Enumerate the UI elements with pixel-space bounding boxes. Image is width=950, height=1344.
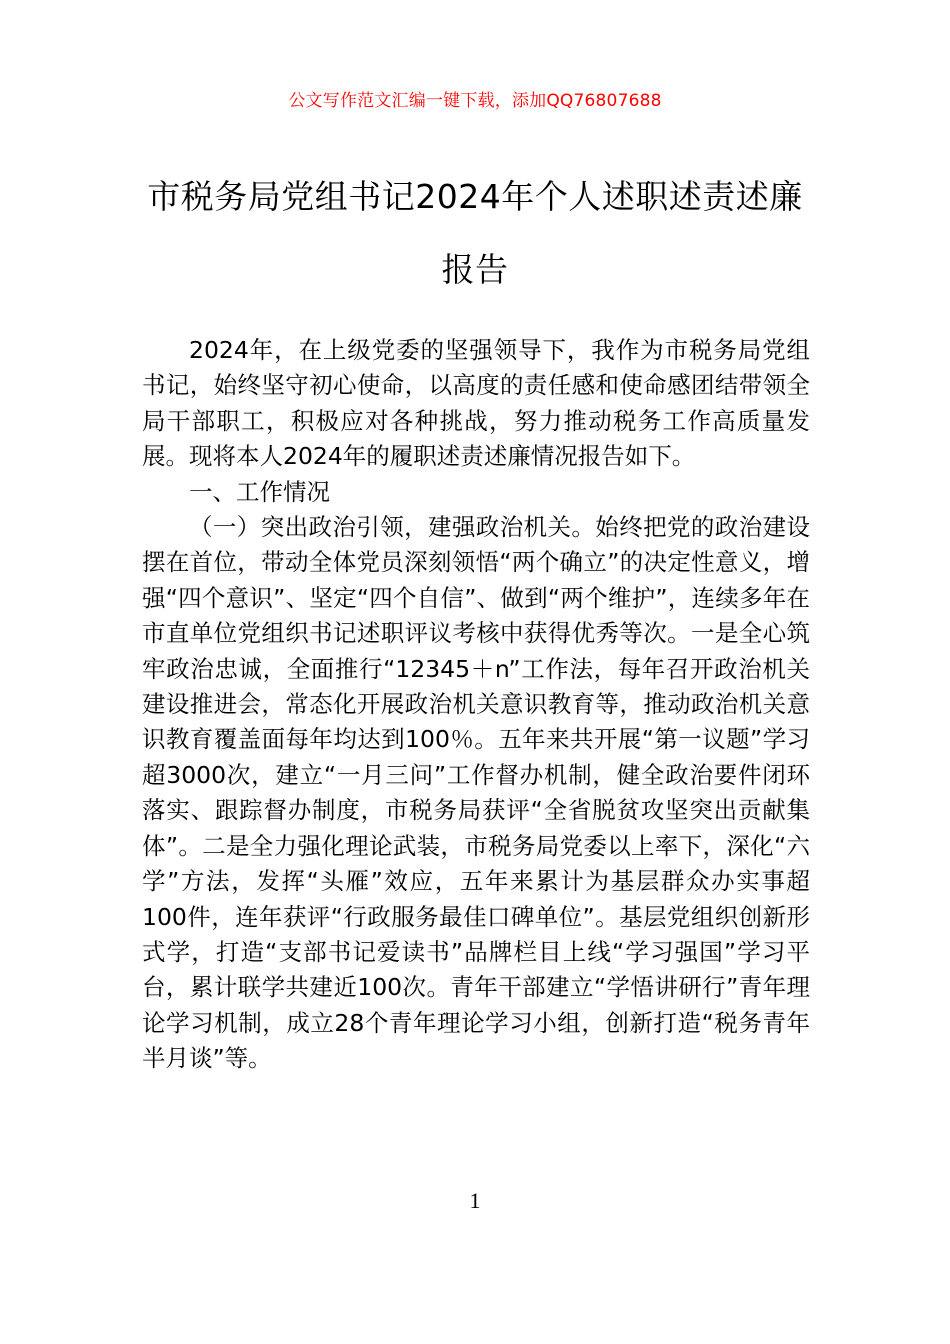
document-title: 市税务局党组书记2024年个人述职述责述廉报告: [147, 177, 803, 289]
section-paragraph: （一）突出政治引领，建强政治机关。始终把党的政治建设摆在首位，带动全体党员深刻领悟“两个确立”的决定性意义，增强“四个意识”、坚定“四个自信”、做到“两个维护”，连续多年在市直单位党组织书记述职评议考核中获得优秀等次。一是全心筑牢政治忠诚，全面推行“12345＋n”工作法，每年召开政治机关建设推进会，常态化开展政治机关意识教育等，推动政治机关意识教育覆盖面每年均达到100％。五年来共开展“第一议题”学习超3000次，建立“一月三问”工作督办机制，健全政治要件闭环落实、跟踪督办制度，市税务局获评“全省脱贫攻坚突出贡献集体”。二是全力强化理论武装，市税务局党委以上率下，深化“六学”方法，发挥“头雁”效应，五年来累计为基层群众办实事超100件，连年获评“行政服务最佳口碑单位”。基层党组织创新形式学，打造“支部书记爱读书”品牌栏目上线“学习强国”学习平台，累计联学共建近100次。青年干部建立“学悟讲研行”青年理论学习机制，成立28个青年理论学习小组，创新打造“税务青年半月谈”等。: [142, 513, 810, 1073]
header-note: 公文写作范文汇编一键下载，添加QQ76807688: [288, 91, 662, 111]
intro-paragraph: 2024年，在上级党委的坚强领导下，我作为市税务局党组书记，始终坚守初心使命，以高度的责任感和使命感团结带领全局干部职工，积极应对各种挑战，努力推动税务工作高质量发展。现将本人2024年的履职述责述廉情况报告如下。: [142, 336, 810, 471]
page-number: 1: [469, 1188, 481, 1213]
section-heading: 一、工作情况: [189, 477, 330, 506]
document-body: [142, 333, 810, 1077]
